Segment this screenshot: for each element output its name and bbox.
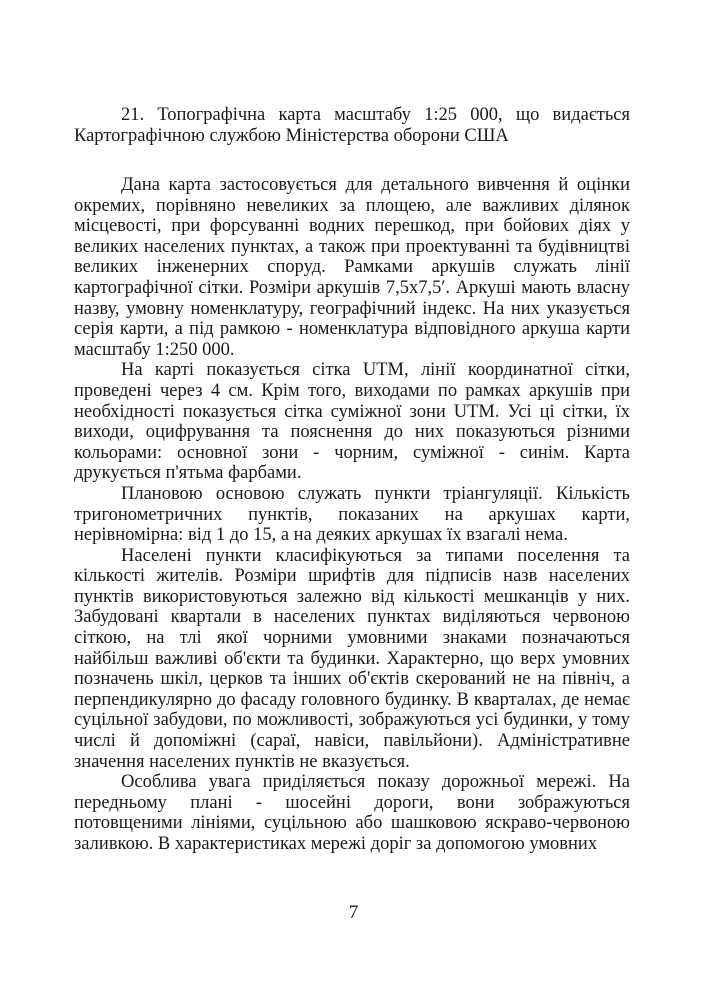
paragraph-1: Дана карта застосовується для детального вивчення й оцінки окремих, порівняно невеликих за площею, але важливих ділянок місцевості, при форсуванні водних перешкод, при бойових діях у великих населених пунктах, а також при проектуванні та будівництві великих інженерних споруд. Рамками аркушів служать лінії картографічної сітки. Розміри аркушів 7,5x7,5′. Аркуші мають власну назву, умовну номенклатуру, географічний індекс. На них указується серія карти, а під рамкою - номенклатура відповідного аркуша карти масштабу 1:250 000. [74, 175, 630, 360]
paragraph-3: Плановою основою служать пункти тріангуляції. Кількість тригонометричних пунктів, показаних на аркушах карти, нерівномірна: від 1 до 15, а на деяких аркушах їх взагалі нема. [74, 483, 630, 546]
paragraph-2: На карті показується сітка UTM, лінії координатної сітки, проведені через 4 см. Крім того, виходами по рамках аркушів при необхідності показується сітка суміжної зони UTM. Усі ці сітки, їх виходи, оцифрування та пояснення до них показуються різними кольорами: основної зони - чорним, суміжної - синім. Карта друкується п'ятьма фарбами. [74, 360, 630, 484]
paragraph-5: Особлива увага приділяється показу дорожньої мережі. На передньому плані - шосейні дороги, вони зображуються потовщеними лініями, суцільною або шашковою яскраво-червоною заливкою. В характеристиках мережі доріг за допомогою умовних [74, 772, 630, 854]
paragraph-4: Населені пункти класифікуються за типами поселення та кількості жителів. Розміри шрифтів для підписів назв населених пунктів використовуються залежно від кількості мешканців у них. Забудовані квартали в населених пунктах виділяються червоною сіткою, на тлі якої чорними умовними знаками позначаються найбільш важливі об'єкти та будинки. Характерно, що верх умовних позначень шкіл, церков та інших об'єктів скерований не на північ, а перпендикулярно до фасаду головного будинку. В кварталах, де немає суцільної забудови, по можливості, зображуються усі будинки, у тому числі й допоміжні (сараї, навіси, павільйони). Адміністративне значення населених пунктів не вказується. [74, 545, 630, 772]
page-content [74, 105, 630, 855]
section-heading: 21. Топографічна карта масштабу 1:25 000, що видається Картографічною службою Міністерства оборони США [74, 105, 630, 146]
page-number: 7 [348, 902, 359, 923]
heading-spacer [74, 147, 630, 175]
